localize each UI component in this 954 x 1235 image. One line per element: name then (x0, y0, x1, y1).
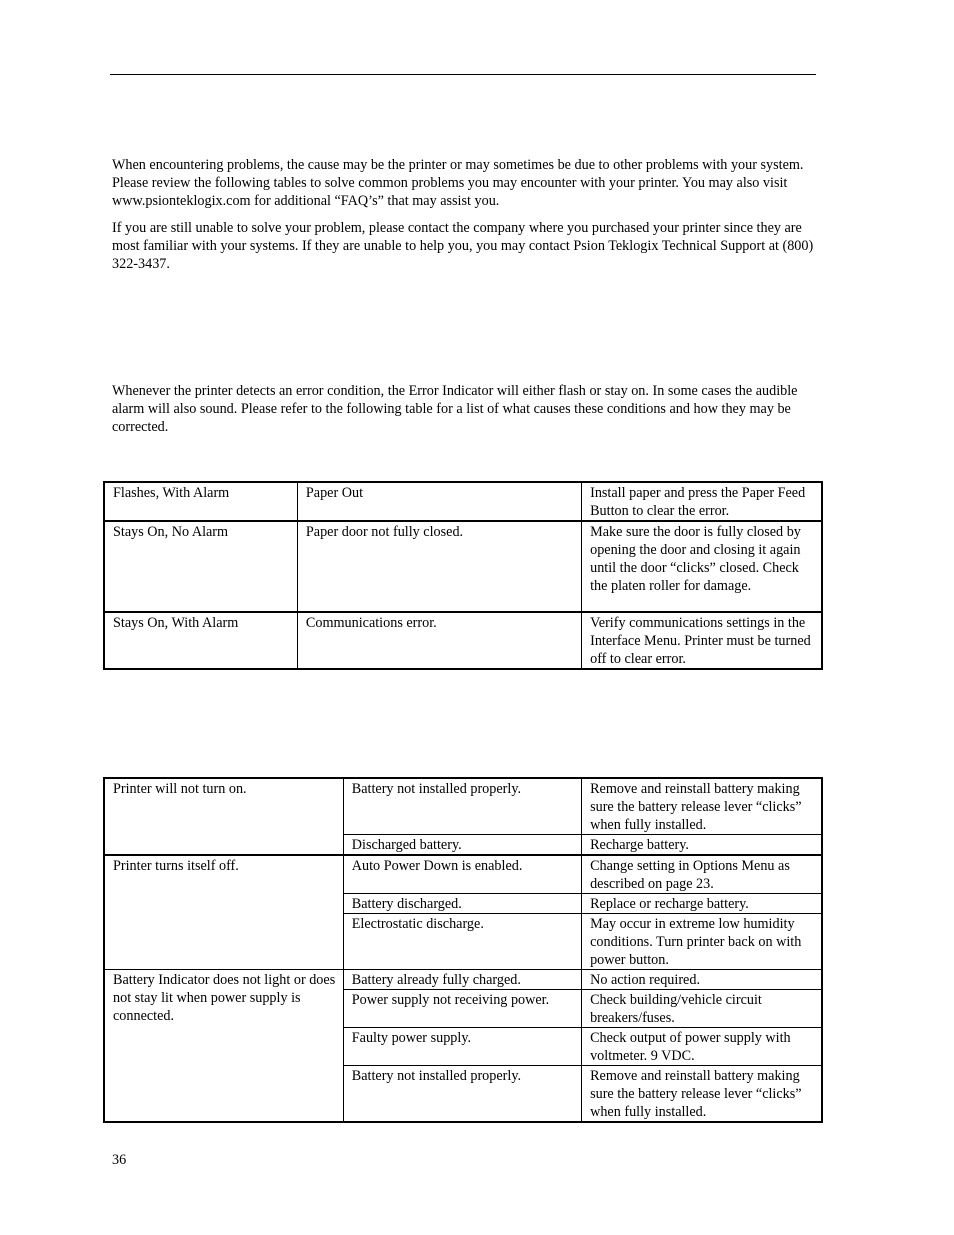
cause-cell: Faulty power supply. (343, 1028, 581, 1066)
table-row (104, 612, 822, 669)
cause-cell: Power supply not receiving power. (343, 990, 581, 1028)
table-row (104, 521, 822, 612)
action-cell: Recharge battery. (582, 835, 822, 856)
cause-cell: Communications error. (297, 612, 581, 669)
action-cell: Install paper and press the Paper Feed Button to clear the error. (582, 482, 822, 521)
cause-cell: Battery discharged. (343, 894, 581, 914)
table-row (104, 855, 822, 894)
intro-paragraph-2: If you are still unable to solve your problem, please contact the company where you purchased your printer since they are most familiar with your systems. If they are unable to help you, you may contact Psion Teklogix Technical Support at (800) 322-3437. (112, 220, 814, 272)
cause-cell: Electrostatic discharge. (343, 914, 581, 970)
power-problems-table (103, 777, 823, 1123)
indicator-cell: Stays On, No Alarm (104, 521, 297, 612)
page-number: 36 (112, 1152, 127, 1168)
cause-cell: Battery already fully charged. (343, 970, 581, 990)
cause-cell: Paper Out (297, 482, 581, 521)
problem-cell: Printer will not turn on. (104, 778, 343, 855)
problem-cell: Battery Indicator does not light or does not stay lit when power supply is connected. (104, 970, 343, 1123)
cause-cell: Auto Power Down is enabled. (343, 855, 581, 894)
action-cell: May occur in extreme low humidity conditions. Turn printer back on with power button. (582, 914, 822, 970)
action-cell: Make sure the door is fully closed by opening the door and closing it again until the door “clicks” closed. Check the platen roller for damage. (582, 521, 822, 612)
cause-cell: Discharged battery. (343, 835, 581, 856)
action-cell: Replace or recharge battery. (582, 894, 822, 914)
table-row (104, 778, 822, 835)
indicator-cell: Stays On, With Alarm (104, 612, 297, 669)
action-cell: Remove and reinstall battery making sure the battery release lever “clicks” when fully installed. (582, 778, 822, 835)
action-cell: Verify communications settings in the Interface Menu. Printer must be turned off to clear error. (582, 612, 822, 669)
cause-cell: Battery not installed properly. (343, 1066, 581, 1123)
cause-cell: Paper door not fully closed. (297, 521, 581, 612)
action-cell: Remove and reinstall battery making sure the battery release lever “clicks” when fully installed. (582, 1066, 822, 1123)
intro-paragraph-1: When encountering problems, the cause may be the printer or may sometimes be due to other problems with your system. Please review the following tables to solve common problems you may encounter with your printer. You may also visit www.psionteklogix.com for additional “FAQ’s” that may assist you. (112, 157, 804, 209)
action-cell: Check building/vehicle circuit breakers/fuses. (582, 990, 822, 1028)
error-indicator-table (103, 481, 823, 670)
table-row (104, 970, 822, 990)
cause-cell: Battery not installed properly. (343, 778, 581, 835)
indicator-cell: Flashes, With Alarm (104, 482, 297, 521)
table-row (104, 482, 822, 521)
action-cell: Check output of power supply with voltmeter. 9 VDC. (582, 1028, 822, 1066)
error-section-paragraph: Whenever the printer detects an error condition, the Error Indicator will either flash or stay on. In some cases the audible alarm will also sound. Please refer to the following table for a list of what causes these conditions and how they may be corrected. (112, 383, 798, 435)
problem-cell: Printer turns itself off. (104, 855, 343, 970)
header-rule (110, 74, 816, 75)
action-cell: Change setting in Options Menu as described on page 23. (582, 855, 822, 894)
action-cell: No action required. (582, 970, 822, 990)
